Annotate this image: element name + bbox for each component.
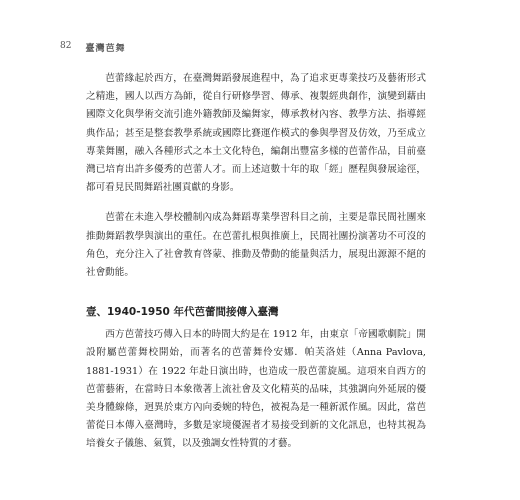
page-body (86, 70, 426, 454)
section-heading: 壹、1940-1950 年代芭蕾間接傳入臺灣 (86, 306, 279, 319)
page-number: 82 (60, 41, 72, 51)
paragraph: 芭蕾在未進入學校體制內成為舞蹈專業學習科目之前，主要是靠民間社團來推動舞蹈教學與演出的重任。在芭蕾扎根與推廣上，民間社團扮演著功不可沒的角色，充分注入了社會教育啓蒙、推動及帶動的能量與活力，展現出源源不絕的社會動能。 (86, 212, 426, 279)
paragraph: 西方芭蕾技巧傳入日本的時間大約是在 1912 年，由東京「帝國歌劇院」開設附屬芭蕾舞校開始，而著名的芭蕾舞伶安娜．帕芙洛娃（Anna Pavlova, 1881-1931）在 1922 年赴日演出時，也造成一股芭蕾旋風。這項來自西方的芭蕾藝術，在當時日本象徵著上流社會及文化精英的品味，其強調向外延展的優美身體線條，迥異於東方內向委婉的特色，被視為是一種新派作風。因此，當芭蕾從日本傳入臺灣時，多數是家境優渥者才易接受到新的文化訊息，也特其視為培養女子儀態、氣質，以及強調女性特質的才藝。 (86, 329, 426, 450)
page-header (60, 41, 125, 54)
paragraph: 芭蕾緣起於西方，在臺灣舞蹈發展進程中，為了追求更專業技巧及藝術形式之精進，國人以西方為師，從自行研修學習、傳承、複製經典創作，演變到藉由國際文化與學術交流引進外籍教師及編舞家，傳承教材內容、教學方法、指導經典作品；甚至是整套教學系統或國際比賽運作模式的參與學習及仿效，乃至成立專業舞團，融入各種形式之本土文化特色，編創出豐富多樣的芭蕾作品，目前臺灣已培育出許多優秀的芭蕾人才。而上述這數十年的取「經」歷程與發展途徑，都可看見民間舞蹈社團貢獻的身影。 (86, 73, 426, 194)
running-title: 臺灣芭舞 (85, 44, 126, 54)
